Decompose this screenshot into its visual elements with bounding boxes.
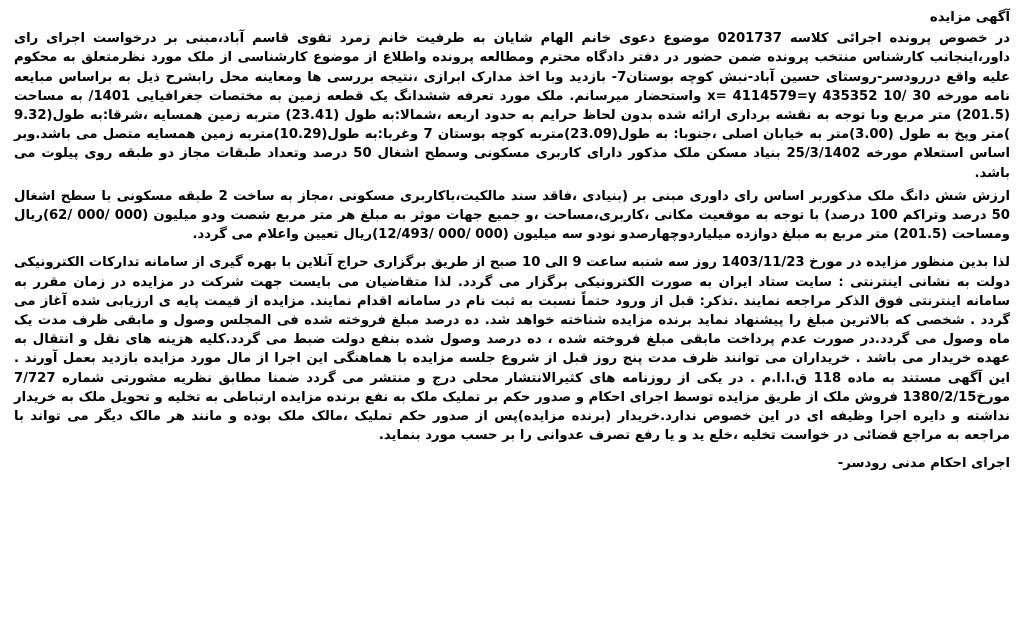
notice-paragraph-auction-terms: لذا بدین منظور مزایده در مورخ 1403/11/23 روز سه شنبه ساعت 9 الی 10 صبح از طریق برگزاری حراج آنلاین با بهره گیری از سامانه تدارکات الکترونیکی دولت به نشانی اینترنتی : سایت ستاد ایران به صورت الکترونیکی برگزار می گردد. لذا متقاضیان می بایست جهت شرکت در مزایده در زمان مقرر به سامانه اینترنتی فوق الذکر مراجعه نمایند .تذکر: قبل از ورود حتماً نسبت به ثبت نام در سامانه اقدام نمایند. مزایده از قیمت پایه ی ارزیابی شده آغاز می گردد . شخصی که بالاترین مبلغ را پیشنهاد نماید برنده مزایده شناخته خواهد شد. ده درصد مبلغ فروخته شده فی المجلس وصول و مابقی ظرف مدت یک ماه وصول می گردد.در صورت عدم پرداخت مابقی مبلغ فروخته شده ، ده درصد وصول شده بنفع دولت ضبط می گردد.کلیه هزینه های نقل و انتقال به عهده خریدار می باشد . خریداران می توانند ظرف مدت پنج روز قبل از شروع جلسه مزایده با هماهنگی این اجرا از مال مورد مزایده بازدید بعمل آورند . این آگهی مستند به ماده 118 ق.ا.ا.م . در یکی از روزنامه های کثیرالانتشار محلی درج و منتشر می گردد ضمنا مطابق نظریه مشورتی شماره 7/727 مورخ1380/2/15 فروش ملک از طریق مزایده توسط اجرای احکام و صدور حکم بر تملیک ملک به نفع برنده مزایده ارتباطی به تخلیه و تحویل ملک به خریدار نداشته و دایره اجرا وظیفه ای در این خصوص ندارد.خریدار (برنده مزایده)پس از صدور حکم تملیک ،مالک ملک بوده و مانند هر مالک دیگر می تواند با مراجعه به مراجع قضائی در خواست تخلیه ،خلع ید و یا رفع تصرف عدوانی را بر حسب مورد بنماید.	[14, 255, 1011, 444]
notice-paragraph-valuation: ارزش شش دانگ ملک مذکوربر اساس رای داوری مبنی بر (بنیادی ،فاقد سند مالکیت،باکاربری مسکونی ،مجاز به ساخت 2 طبقه مسکونی با سطح اشغال 50 درصد وتراکم 100 درصد) با توجه به موقعیت مکانی ،کاربری،مساحت ،و جمیع جهات موثر به مبلغ هر متر مربع شصت ودو میلیون (000 /000 /62)ریال ومساحت (201.5) متر مربع به مبلغ دوازده میلیاردوچهارصدو نودو سه میلیون (000 /000 /12/493)ریال تعیین واعلام می گردد.	[14, 188, 1010, 243]
notice-title: آگهی مزایده	[929, 10, 1010, 25]
notice-signature: اجرای احکام مدنی رودسر-	[837, 456, 1010, 472]
notice-paragraph-property-description: در خصوص پرونده اجرائی کلاسه 0201737 موضوع دعوی خانم الهام شایان به طرفیت خانم زمرد تقوی قاسم آباد،مبنی بر درخواست اجرای رای داور،اینجانب کارشناس منتخب پرونده ضمن حضور در دفتر دادگاه محترم ومطالعه پرونده واطلاع از موضوع کارشناسی از ملک مورد نظرمتعلق به محکوم علیه واقع دررودسر-روستای حسین آباد-نبش کوچه بوستان7- بازدید وبا اخذ مدارک ابرازی ،نتیجه بررسی ها ومعاینه محل رابشرح ذیل به براساس مبایعه نامه مورخه 30 /10 435352 x= 4114579=y واستحضار میرسانم. ملک مورد تعرفه ششدانگ یک قطعه زمین به مختصات جغرافیایی 1401/ به مساحت (201.5) متر مربع وبا توجه به نقشه برداری ارائه شده بدون لحاظ حرایم به حدود اربعه ،شمالا:به طول (23.41) متربه زمین همسایه ،شرقا:به طول(9.32 )متر وپخ به طول (3.00)متر به خیابان اصلی ،جنوبا: به طول(23.09)متربه کوچه بوستان 7 وغربا:به طول(10.29)متربه زمین همسایه متصل می باشد.وبر اساس استعلام مورخه 25/3/1402 بنیاد مسکن ملک مذکور دارای کاربری مسکونی وسطح اشغال 50 درصد وتعداد طبقات مجاز دو طبقه روی پیلوت می باشد.	[14, 31, 1011, 181]
